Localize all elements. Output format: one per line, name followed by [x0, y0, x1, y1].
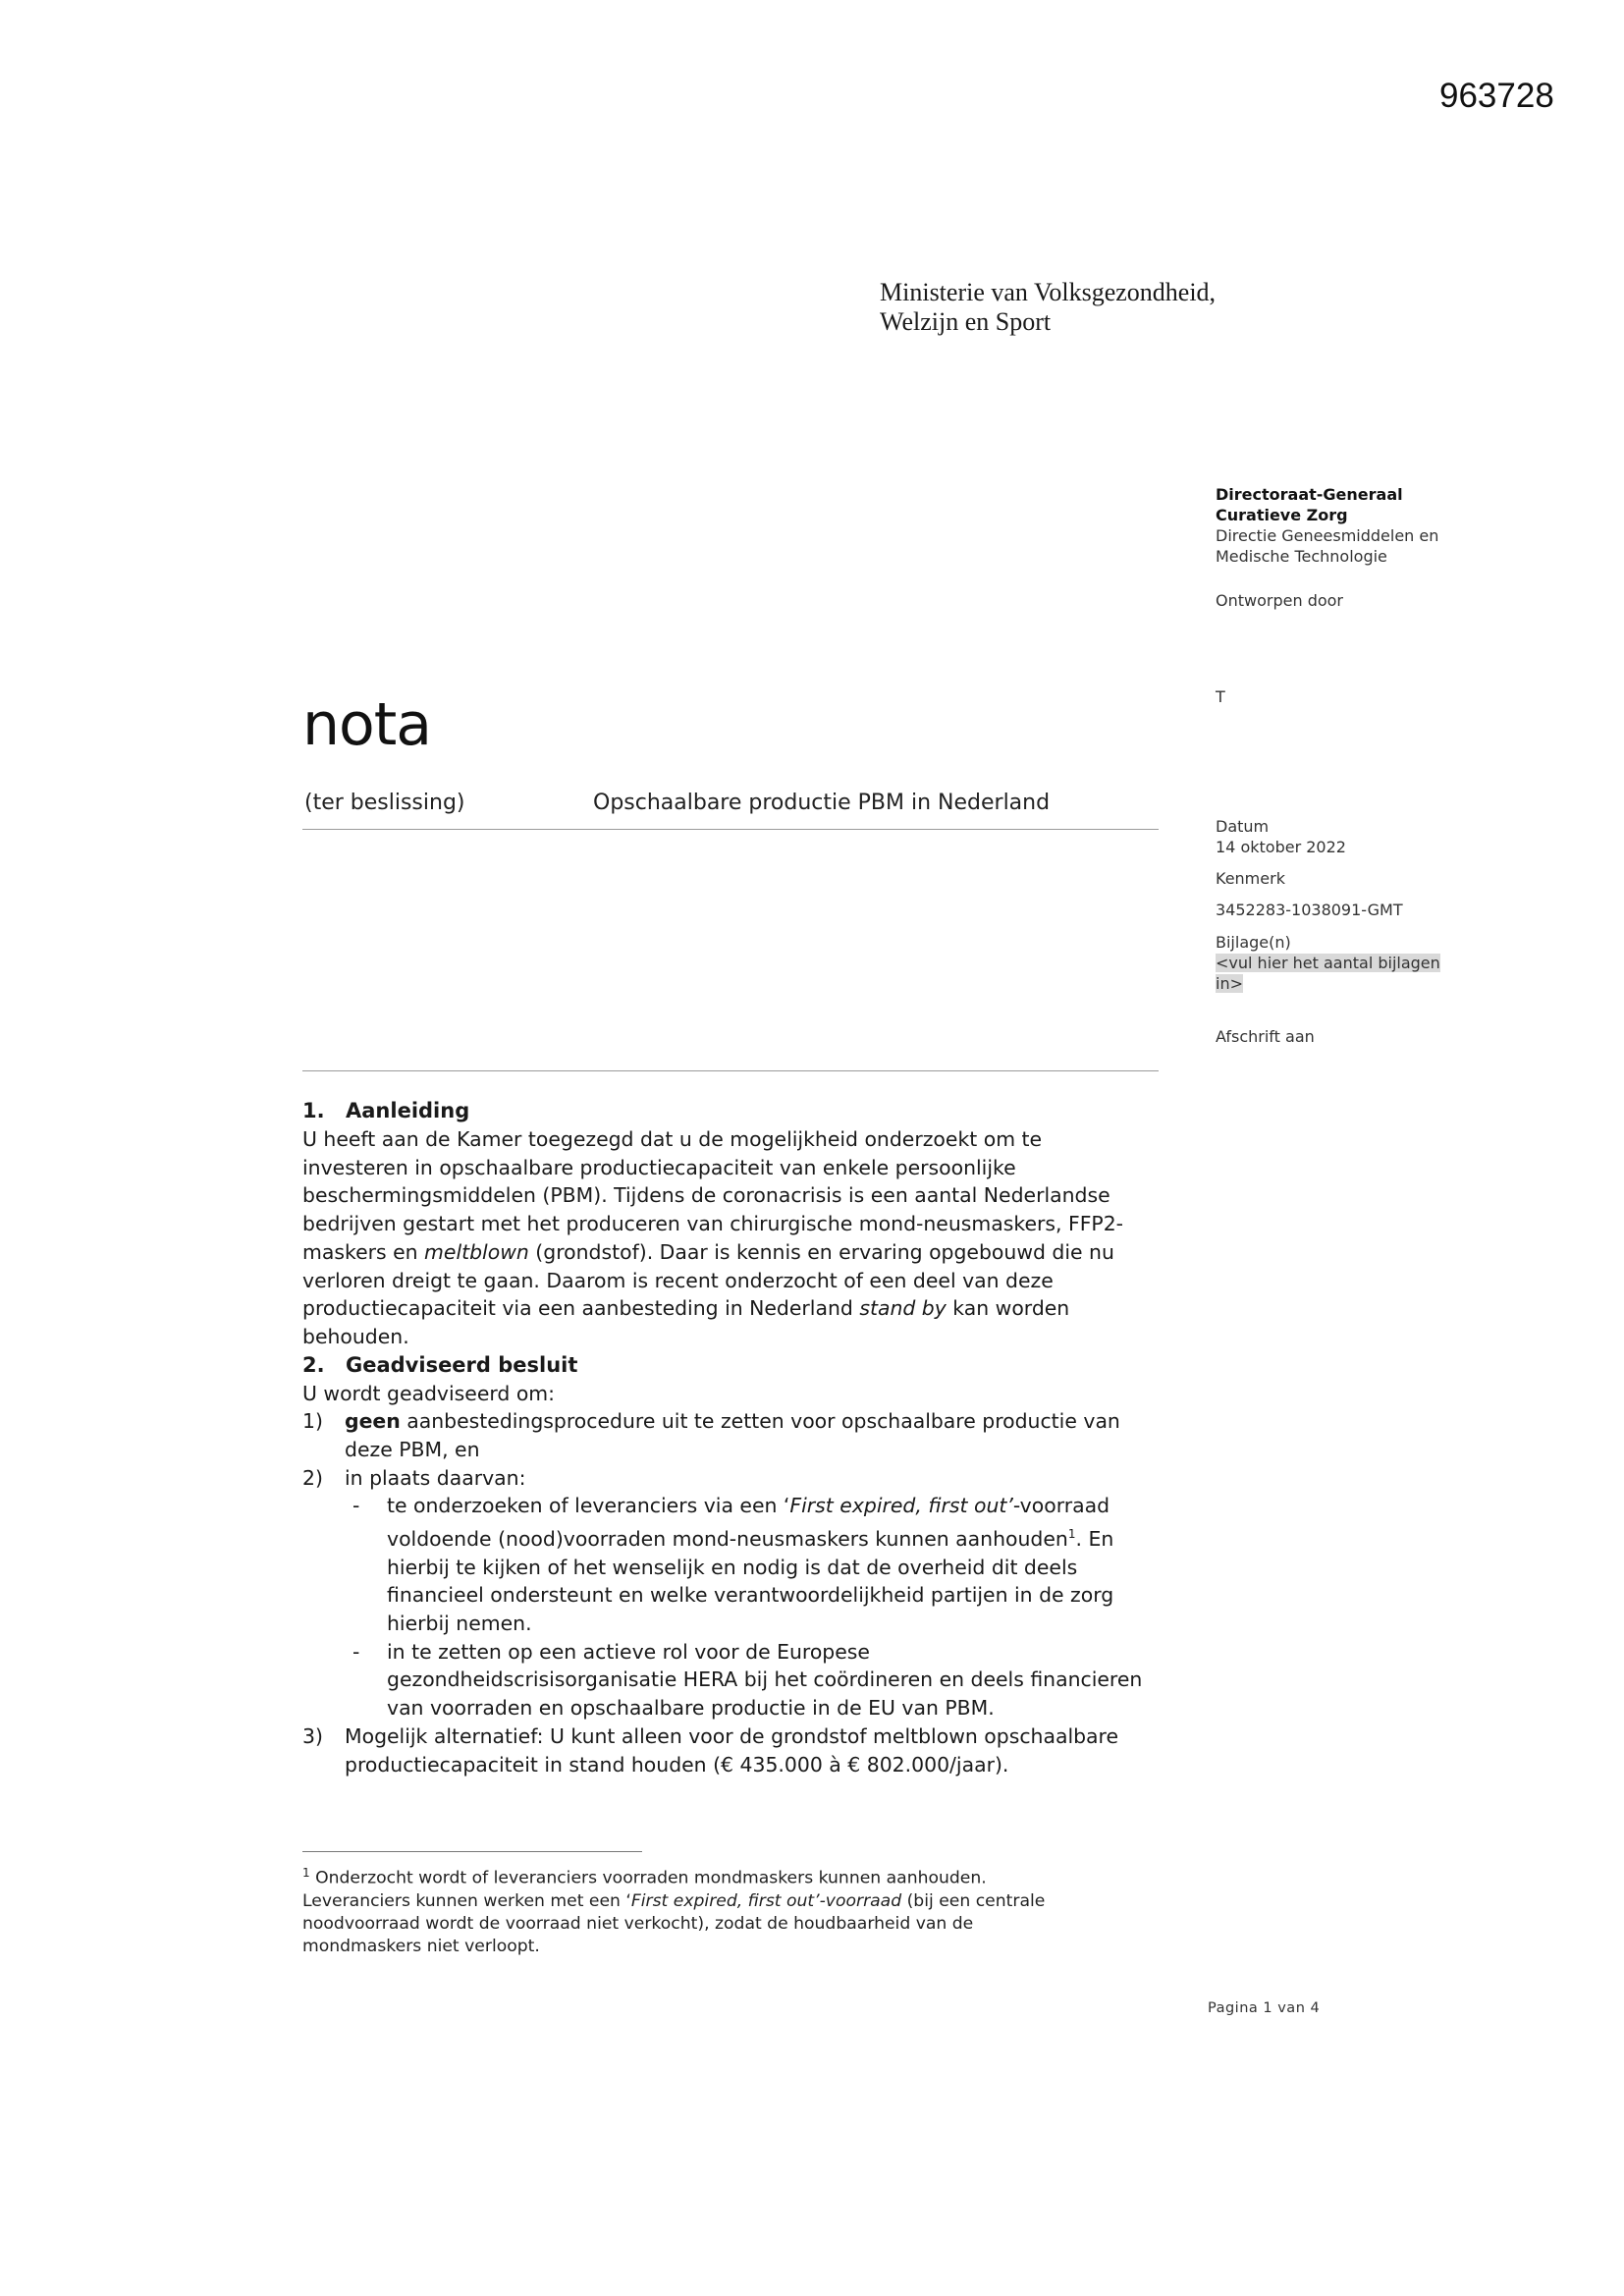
date-value: 14 oktober 2022 [1216, 838, 1346, 856]
attachments-label: Bijlage(n) [1216, 933, 1291, 952]
ministry-line-1: Ministerie van Volksgezondheid, [880, 278, 1217, 306]
attachments-placeholder [1216, 953, 1440, 994]
sidebar-department [1216, 484, 1438, 567]
advice-item-2: 2) in plaats daarvan: [302, 1465, 526, 1490]
directorate-line-2: Medische Technologie [1216, 547, 1387, 566]
advice-item-1: 1) geen aanbestedingsprocedure uit te zetten voor opschaalbare productie van deze PBM, en [302, 1409, 1120, 1462]
telephone-label: T [1216, 687, 1225, 706]
section-1-line: verloren dreigt te gaan. Daarom is recent onderzocht of een deel van deze [302, 1268, 1054, 1292]
section-1-number: 1. [302, 1099, 325, 1122]
footnote: $^1$ Onderzocht wordt of leveranciers voorraden mondmaskers kunnen aanhouden. Leveranciers kunnen werken met een ‘First expired, first out’-voorraad (bij een centrale noodvoorraad wordt de voorraad niet verkocht), zodat de houdbaarheid van de mondmaskers niet verloopt. [302, 1866, 1046, 1956]
document-type: (ter beslissing) [304, 791, 465, 815]
advice-item-3: 3) Mogelijk alternatief: U kunt alleen voor de grondstof meltblown opschaalbare productiecapaciteit in stand houden (€ 435.000 à € 802.000/jaar). [302, 1723, 1119, 1777]
attachments-placeholder-line-1: <vul hier het aantal bijlagen [1216, 954, 1440, 972]
section-1-line: beschermingsmiddelen (PBM). Tijdens de coronacrisis is een aantal Nederlandse [302, 1183, 1110, 1208]
footnote-number: 1 [302, 1866, 310, 1880]
section-1-line: behouden. [302, 1324, 409, 1348]
document-subject: Opschaalbare productie PBM in Nederland [593, 791, 1051, 815]
kenmerk-label: Kenmerk [1216, 869, 1285, 888]
ministry-name [880, 278, 1216, 337]
copy-to-label: Afschrift aan [1216, 1027, 1315, 1046]
section-1-line: productiecapaciteit via een aanbesteding in Nederland stand by kan worden [302, 1296, 1070, 1321]
ministry-line-2: Welzijn en Sport [880, 307, 1052, 336]
dg-line-1: Directoraat-Generaal [1216, 485, 1403, 504]
body-divider [302, 1070, 1159, 1071]
section-1-line: U heeft aan de Kamer toegezegd dat u de mogelijkheid onderzoekt om te [302, 1127, 1043, 1151]
section-2-number: 2. [302, 1352, 325, 1377]
section-1-line: maskers en meltblown (grondstof). Daar is kennis en ervaring opgebouwd die nu [302, 1239, 1114, 1264]
document-number: 963728 [1439, 77, 1554, 115]
section-2-intro: U wordt geadviseerd om: [302, 1381, 556, 1405]
header-divider [302, 829, 1159, 830]
section-1-line: investeren in opschaalbare productiecapaciteit van enkele persoonlijke [302, 1155, 1016, 1179]
footnote-reference: 1 [1067, 1527, 1076, 1542]
date-label: Datum [1216, 817, 1270, 836]
section-1-line: bedrijven gestart met het produceren van chirurgische mond-neusmaskers, FFP2- [302, 1212, 1124, 1236]
section-1-heading [302, 1097, 1206, 1125]
section-2-title: Geadviseerd besluit [346, 1352, 578, 1377]
advice-subitem-2: - in te zetten op een actieve rol voor de Europese gezondheidscrisisorganisatie HERA bij het coördineren en deels financieren van voorraden en opschaalbare productie in de EU van PBM. [352, 1639, 1143, 1721]
dg-line-2: Curatieve Zorg [1216, 506, 1348, 524]
footnote-divider [302, 1851, 642, 1852]
document-title: nota [302, 690, 432, 759]
section-2-heading [302, 1351, 1206, 1380]
section-1-title: Aanleiding [346, 1099, 470, 1122]
page-number: Pagina 1 van 4 [1208, 2000, 1321, 2016]
designed-by-label: Ontworpen door [1216, 591, 1343, 610]
attachments-placeholder-line-2: in> [1216, 974, 1243, 993]
advice-subitem-1: - te onderzoeken of leveranciers via een ‘First expired, first out’-voorraad voldoende (nood)voorraden mond-neusmaskers kunnen aanhouden$^1$. En hierbij te kijken of het wenselijk en nodig is dat de overheid dit deels financieel ondersteunt en welke verantwoordelijkheid partijen in de zorg hierbij nemen. [352, 1494, 1114, 1636]
directorate-line-1: Directie Geneesmiddelen en [1216, 526, 1439, 545]
kenmerk-value: 3452283-1038091-GMT [1216, 901, 1403, 919]
document-body [302, 1097, 1206, 1778]
